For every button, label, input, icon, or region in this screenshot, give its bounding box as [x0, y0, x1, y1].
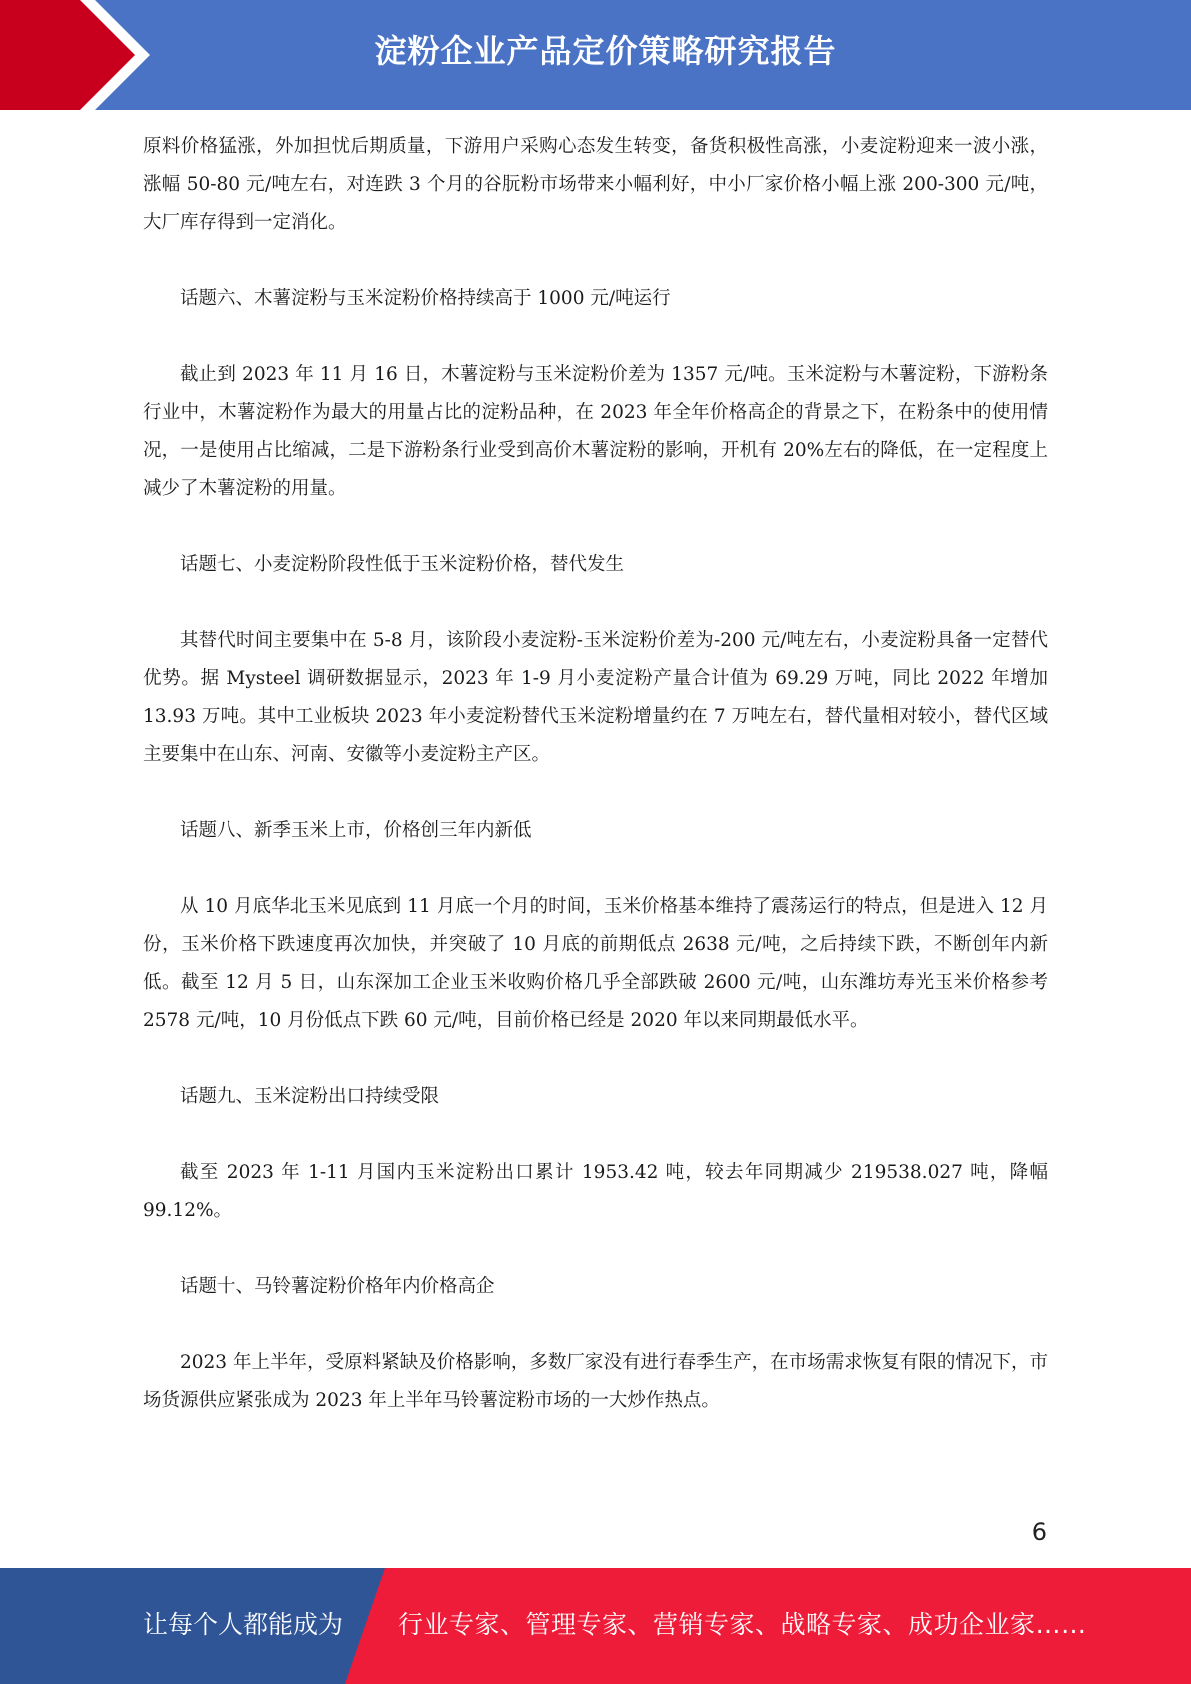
document-title: 淀粉企业产品定价策略研究报告: [374, 32, 837, 70]
topic-heading-7: 话题七、小麦淀粉阶段性低于玉米淀粉价格，替代发生: [180, 554, 625, 575]
page-number: 6: [1031, 1518, 1047, 1546]
footer-slogan-right: 行业专家、管理专家、营销专家、战略专家、成功企业家……: [398, 1610, 1087, 1639]
topic-paragraph-6: 截止到 2023 年 11 月 16 日，木薯淀粉与玉米淀粉价差为 1357 元/吨。玉米淀粉与木薯淀粉，下游粉条行业中，木薯淀粉作为最大的用量占比的淀粉品种，在 2023 年全年价格高企的背景之下，在粉条中的使用情况，一是使用占比缩减，二是下游粉条行业受到高价木薯淀粉的影响，开机有 20%左右的降低，在一定程度上减少了木薯淀粉的用量。: [143, 364, 1048, 499]
topic-paragraph-8: 从 10 月底华北玉米见底到 11 月底一个月的时间，玉米价格基本维持了震荡运行的特点，但是进入 12 月份，玉米价格下跌速度再次加快，并突破了 10 月底的前期低点 2638 元/吨，之后持续下跌，不断创年内新低。截至 12 月 5 日，山东深加工企业玉米收购价格几乎全部跌破 2600 元/吨，山东潍坊寿光玉米价格参考 2578 元/吨，10 月份低点下跌 60 元/吨，目前价格已经是 2020 年以来同期最低水平。: [143, 896, 1048, 1031]
intro-paragraph: 原料价格猛涨，外加担忧后期质量，下游用户采购心态发生转变，备货积极性高涨，小麦淀粉迎来一波小涨，涨幅 50-80 元/吨左右，对连跌 3 个月的谷朊粉市场带来小幅利好，中小厂家价格小幅上涨 200-300 元/吨，大厂库存得到一定消化。: [143, 136, 1048, 233]
topic-heading-8: 话题八、新季玉米上市，价格创三年内新低: [180, 820, 532, 841]
footer-slogan-left: 让每个人都能成为: [143, 1610, 344, 1639]
topic-heading-9: 话题九、玉米淀粉出口持续受限: [180, 1086, 440, 1107]
topic-heading-6: 话题六、木薯淀粉与玉米淀粉价格持续高于 1000 元/吨运行: [180, 288, 671, 309]
topic-heading-10: 话题十、马铃薯淀粉价格年内价格高企: [180, 1276, 495, 1297]
header-band: [0, 0, 1191, 110]
document-body: [143, 128, 1048, 1420]
footer-band: [0, 1568, 1191, 1684]
topic-paragraph-9: 截至 2023 年 1-11 月国内玉米淀粉出口累计 1953.42 吨，较去年同期减少 219538.027 吨，降幅 99.12%。: [143, 1162, 1048, 1221]
topic-paragraph-7: 其替代时间主要集中在 5-8 月，该阶段小麦淀粉-玉米淀粉价差为-200 元/吨左右，小麦淀粉具备一定替代优势。据 Mysteel 调研数据显示，2023 年 1-9 月小麦淀粉产量合计值为 69.29 万吨，同比 2022 年增加 13.93 万吨。其中工业板块 2023 年小麦淀粉替代玉米淀粉增量约在 7 万吨左右，替代量相对较小，替代区域主要集中在山东、河南、安徽等小麦淀粉主产区。: [143, 630, 1048, 765]
topic-paragraph-10: 2023 年上半年，受原料紧缺及价格影响，多数厂家没有进行春季生产，在市场需求恢复有限的情况下，市场货源供应紧张成为 2023 年上半年马铃薯淀粉市场的一大炒作热点。: [143, 1352, 1048, 1411]
